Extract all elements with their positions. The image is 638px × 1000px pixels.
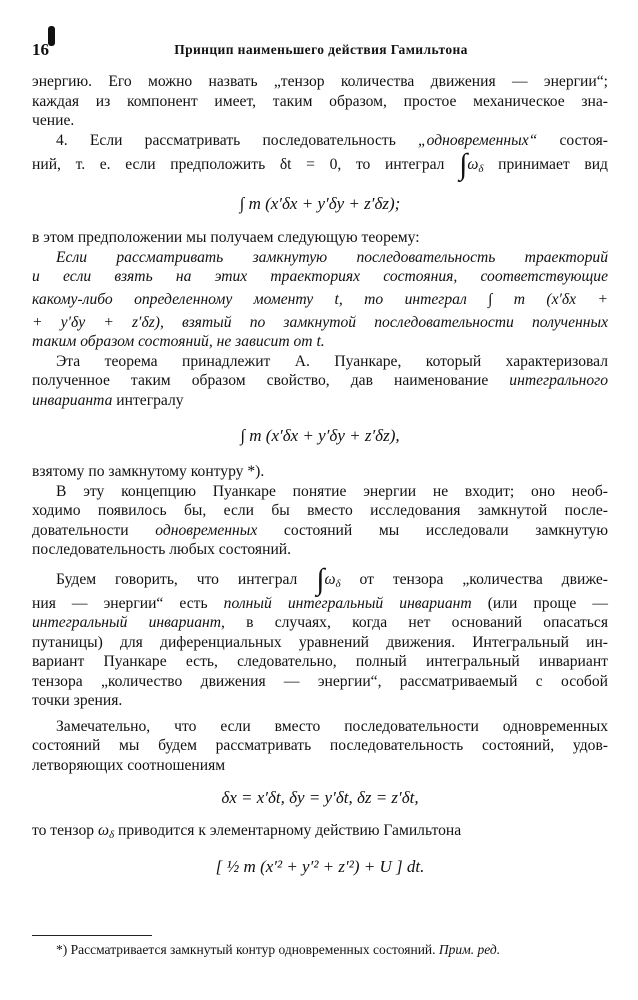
footnote: *) Рассматривается замкнутый контур одновременных состояний. Прим. ред.	[56, 942, 501, 957]
text-line: Будем говорить, что интеграл $\int\omega_\delta$ от тензора „количества движе-	[56, 562, 608, 596]
text-line: ний, т. е. если предположить δt = 0, то интеграл $\int\omega_\delta$ принимает вид	[32, 148, 608, 181]
emphasis: инварианта	[32, 391, 113, 409]
text-line: летворяющих соотношениям	[32, 756, 226, 774]
text-line: точки зрения.	[32, 692, 123, 709]
editor-note: Прим. ред.	[438, 942, 501, 957]
emphasis: „одновременных“	[418, 131, 538, 149]
text-line: ходимо появилось бы, если бы вместо исследования замкнутой после-	[32, 502, 608, 519]
footnote-rule	[32, 935, 152, 936]
text-line: таким образом состояний, не зависит от t.	[32, 333, 325, 350]
text-line: + y′δy + z′δz), взятый по замкнутой последовательности полученных	[32, 313, 608, 331]
formula: ∫ m (x′δx + y′δy + z′δz),	[240, 426, 400, 445]
emphasis: одновременных	[155, 521, 258, 539]
text-line: и если взять на этих траекториях состояния, соответствующие	[32, 268, 608, 285]
integral-sign: ∫	[316, 562, 325, 596]
text-line: Если рассматривать замкнутую последовательность траекторий	[56, 248, 608, 266]
text-line: В эту концепцию Пуанкаре понятие энергии не входит; оно необ-	[56, 482, 608, 500]
text-line: последовательность любых состояний.	[32, 541, 292, 558]
formula: [ ½ m (x′² + y′² + z′²) + U ] dt.	[215, 856, 425, 876]
text-line: Эта теорема принадлежит А. Пуанкаре, который характеризовал	[56, 352, 608, 370]
text-line: тензора „количество движения — энергии“, рассматриваемый с особой	[32, 672, 608, 690]
text-line: ния — энергии“ есть полный интегральный инвариант (или проще —	[32, 594, 608, 612]
text-line: путаницы) для диференциальных уравнений движения. Интегральный ин-	[32, 633, 608, 651]
emphasis: интегральный инвариант	[32, 614, 221, 631]
text-line: состояний мы будем рассматривать последовательность состояний, удов-	[32, 737, 608, 754]
text-line: энергию. Его можно назвать „тензор количества движения — энергии“;	[32, 73, 608, 90]
text-line: 4. Если рассматривать последовательность „одновременных“ состоя-	[56, 131, 608, 149]
text-line: то тензор $\omega_\delta$ приводится к элементарному действию Гамильтона	[32, 822, 462, 841]
text-line: чение.	[32, 112, 75, 129]
text-line: вариант Пуанкаре есть, следовательно, полный интегральный инвариант	[32, 653, 608, 670]
integral-sign: ∫	[459, 148, 468, 181]
formula: ∫ m (x′δx + y′δy + z′δz);	[239, 194, 401, 213]
text-line: полученное таким образом свойство, дав наименование интегрального	[32, 372, 608, 389]
text-line: какому-либо определенному моменту t, то интеграл ∫ m (x′δx +	[32, 290, 608, 308]
text-line: взятому по замкнутому контуру *).	[32, 463, 265, 480]
text-line: интегральный инвариант, в случаях, когда нет оснований опасаться	[32, 614, 608, 631]
text-line: инварианта интегралу	[32, 391, 184, 409]
page-number: 16	[32, 40, 49, 59]
page-body	[32, 72, 608, 893]
page-header	[32, 40, 610, 62]
text-line: каждая из компонент имеет, таким образом, простое механическое зна-	[32, 92, 608, 110]
running-title: Принцип наименьшего действия Гамильтона	[174, 42, 468, 57]
text-line: Замечательно, что если вместо последовательности одновременных	[56, 717, 608, 735]
emphasis: полный интегральный инвариант	[223, 594, 472, 612]
theorem	[32, 248, 608, 352]
text-line: в этом предположении мы получаем следующую теорему:	[32, 229, 420, 246]
formula: δx = x′δt, δy = y′δt, δz = z′δt,	[221, 788, 419, 807]
text-line: довательности одновременных состояний мы исследовали замкнутую	[32, 521, 609, 539]
emphasis: интегрального	[509, 372, 608, 389]
